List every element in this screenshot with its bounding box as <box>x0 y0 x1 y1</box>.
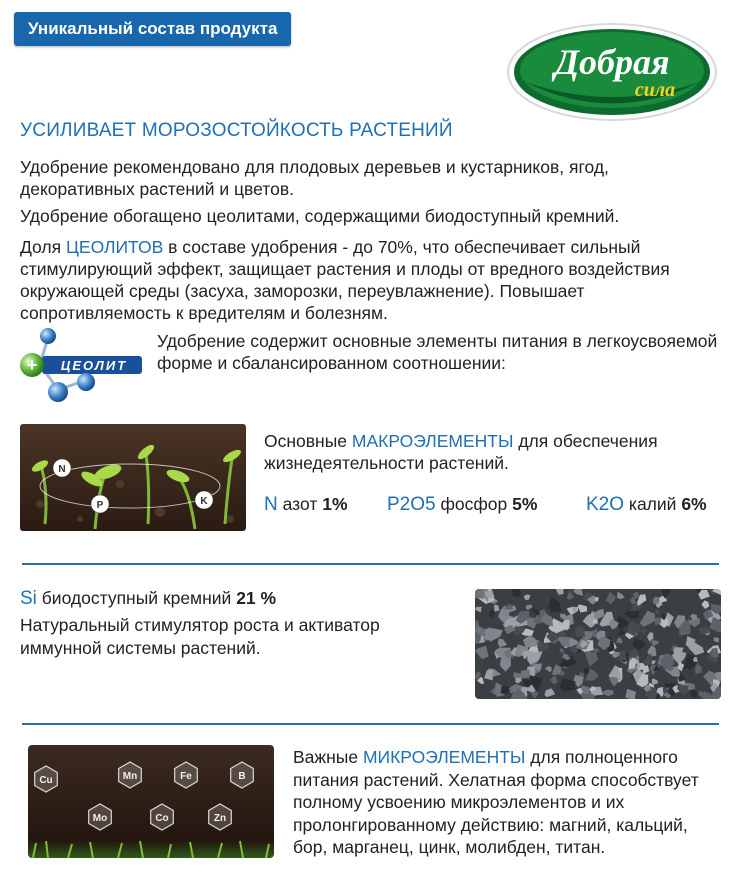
brand-logo <box>505 20 720 130</box>
micro-description: Важные МИКРОЭЛЕМЕНТЫ для полноценного питания растений. Хелатная форма способствует полному усвоению микроэлементов и их пролонгированному действию: магний, кальций, бор, марганец, цинк, молибден, титан. <box>293 747 699 857</box>
element-label-co: Co <box>155 813 169 824</box>
silicon-symbol: Si <box>20 588 37 609</box>
section-tag: Уникальный состав продукта <box>14 12 291 46</box>
silicon-description: Натуральный стимулятор роста и активатор иммунной системы растений. <box>20 615 380 658</box>
element-label-cu: Cu <box>39 775 53 786</box>
zeolite-molecule-icon <box>14 324 144 404</box>
svg-text:+: + <box>26 355 38 375</box>
sprouts-label-k: K <box>200 496 208 507</box>
micro-elements-image <box>28 745 274 858</box>
paragraph-recommendation: Удобрение рекомендовано для плодовых деревьев и кустарников, ягод, декоративных растений и цветов. <box>20 157 609 199</box>
nutrient-nitrogen: N азот 1% <box>264 494 348 515</box>
logo-wordmark-sub: сила <box>634 79 676 101</box>
element-label-fe: Fe <box>180 771 192 782</box>
micro-keyword: МИКРОЭЛЕМЕНТЫ <box>362 747 526 767</box>
elements-intro: Удобрение содержит основные элементы питания в легкоусвояемой форме и сбалансированном соотношении: <box>157 331 718 373</box>
section-divider <box>22 563 719 565</box>
paragraph-zeolite-share: Доля ЦЕОЛИТОВ в составе удобрения - до 70%, что обеспечивает сильный стимулирующий эффект, защищает растения и плоды от вредного воздействия окружающей среды (засуха, заморозки, переувлажнение). Повышает сопротивляемость к вредителям и болезням. <box>20 237 670 323</box>
element-label-b: B <box>238 771 246 782</box>
zeolite-label: ЦЕОЛИТ <box>60 358 128 373</box>
sprouts-label-n: N <box>58 464 66 475</box>
headline: УСИЛИВАЕТ МОРОЗОСТОЙКОСТЬ РАСТЕНИЙ <box>20 120 453 141</box>
macro-nutrients <box>264 494 724 524</box>
macro-description: Основные МАКРОЭЛЕМЕНТЫ для обеспечения жизнедеятельности растений. <box>264 431 658 473</box>
macro-keyword: МАКРОЭЛЕМЕНТЫ <box>351 431 514 451</box>
nutrient-phosphorus: P2O5 фосфор 5% <box>387 494 538 515</box>
element-label-zn: Zn <box>213 813 227 824</box>
zeolite-stones-image <box>475 589 721 699</box>
sprouts-label-p: P <box>96 500 104 511</box>
silicon-value: 21 % <box>236 588 277 608</box>
nutrient-potassium: K2O калий 6% <box>586 494 707 515</box>
section-divider-2 <box>22 723 719 725</box>
silicon-line: Si биодоступный кремний 21 % <box>20 588 277 609</box>
logo-wordmark-main: Добрая <box>554 42 670 82</box>
sprouts-image <box>20 424 246 531</box>
paragraph-zeolites: Удобрение обогащено цеолитами, содержащими биодоступный кремний. <box>20 206 620 226</box>
element-label-mn: Mn <box>122 771 138 782</box>
zeolite-keyword: ЦЕОЛИТОВ <box>65 237 164 257</box>
element-label-mo: Mo <box>92 813 108 824</box>
